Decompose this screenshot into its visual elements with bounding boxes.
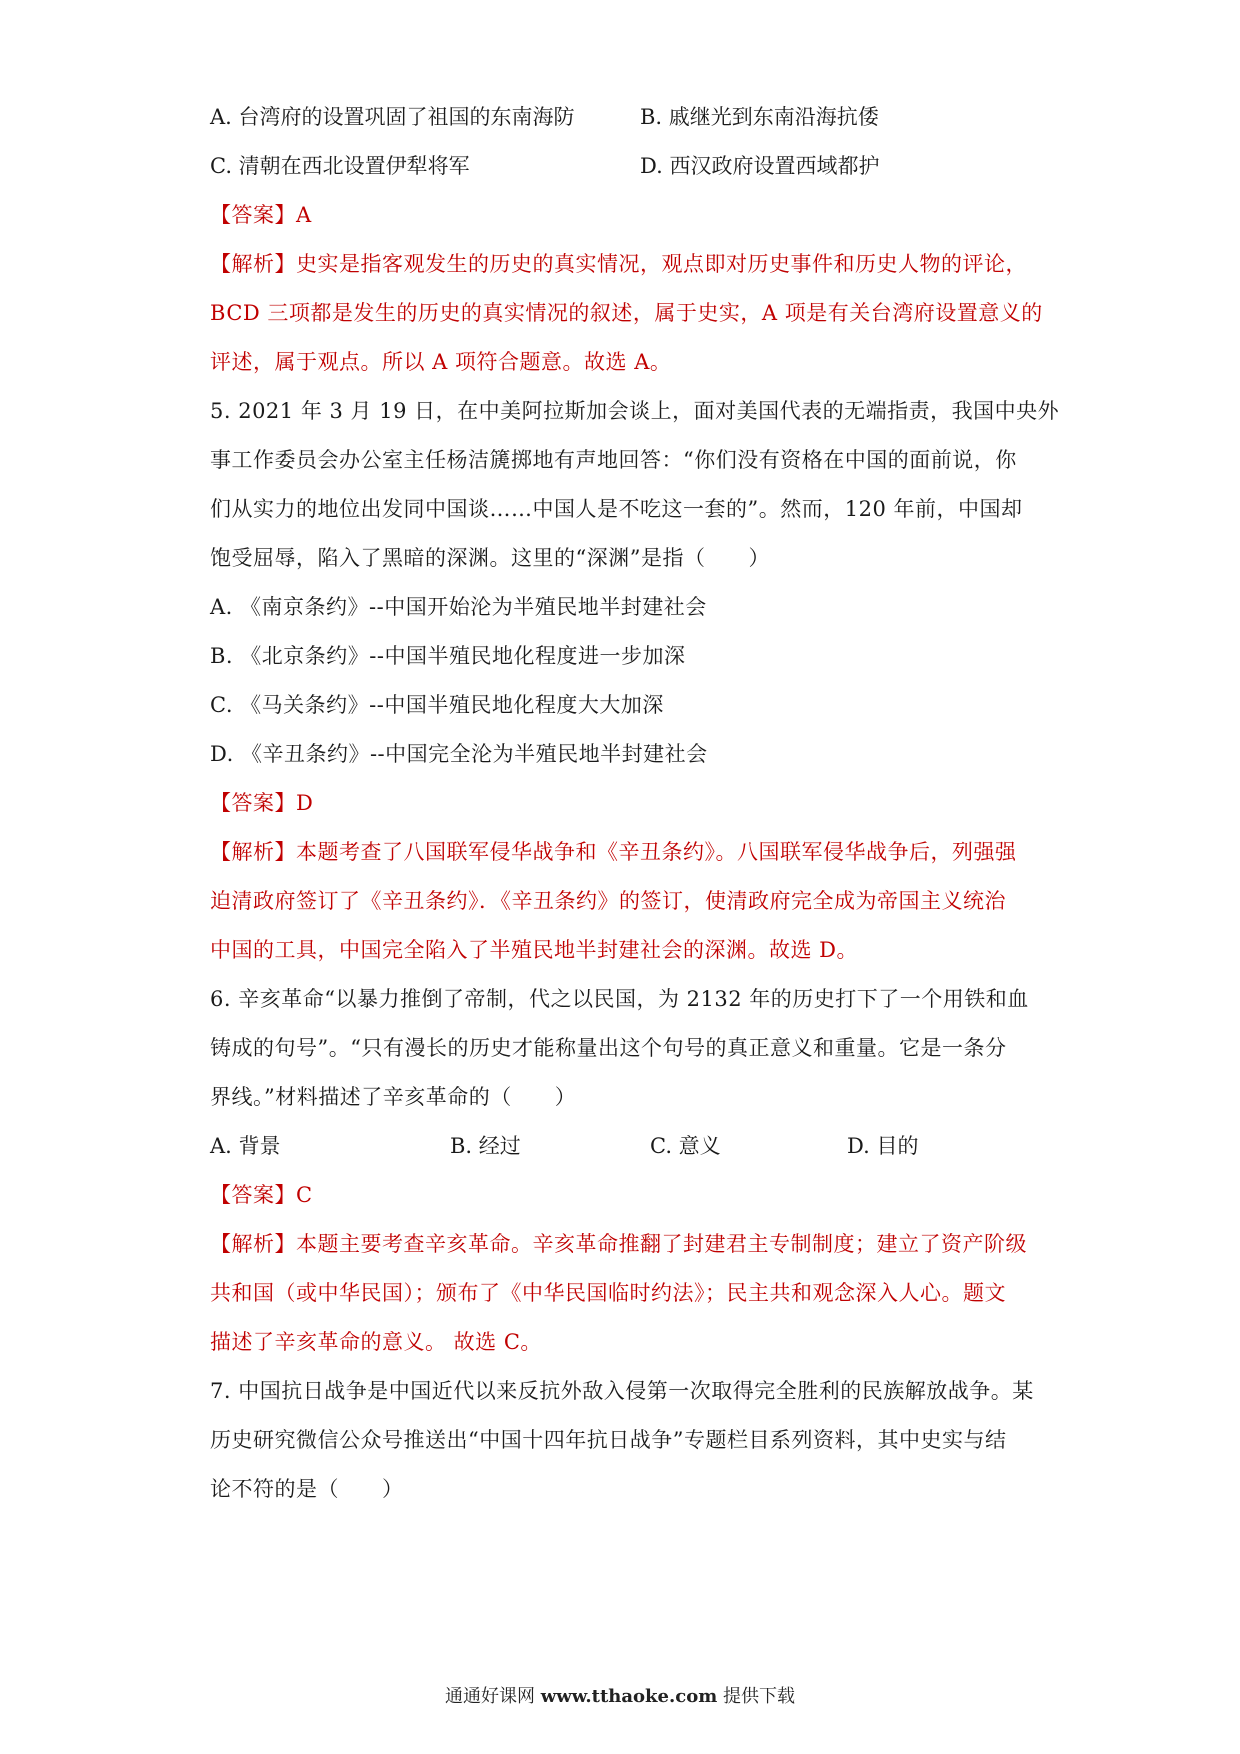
analysis-label: 【解析】 — [210, 1232, 296, 1256]
q6-stem-line-2: 铸成的句号”。“只有漫长的历史才能称量出这个句号的真正意义和重量。它是一条分 — [210, 1036, 1007, 1060]
answer-value: A — [296, 203, 312, 227]
footer-site-name: 通通好课网 — [445, 1686, 535, 1707]
q6-option-d: D. 目的 — [847, 1134, 919, 1158]
q6-answer — [210, 1180, 1040, 1210]
footer-suffix: 提供下载 — [723, 1686, 795, 1707]
analysis-label: 【解析】 — [210, 840, 296, 864]
q6-analysis-line-3: 描述了辛亥革命的意义。 故选 C。 — [210, 1330, 542, 1354]
q5-analysis-line-2: 迫清政府签订了《辛丑条约》．《辛丑条约》的签订，使清政府完全成为帝国主义统治 — [210, 889, 1006, 913]
q4-option-d: D. 西汉政府设置西域都护 — [640, 154, 880, 178]
q5-option-b: B. 《北京条约》--中国半殖民地化程度进一步加深 — [210, 644, 686, 668]
q5-option-a: A. 《南京条约》--中国开始沦为半殖民地半封建社会 — [210, 595, 707, 619]
answer-label: 【答案】 — [210, 791, 296, 815]
q7-stem-line-3: 论不符的是（ ） — [210, 1477, 404, 1501]
q4-option-a: A. 台湾府的设置巩固了祖国的东南海防 — [210, 105, 575, 129]
page-footer — [0, 1684, 1240, 1710]
analysis-text: 史实是指客观发生的历史的真实情况，观点即对历史事件和历史人物的评论， — [296, 252, 1027, 276]
q6-analysis-line-1 — [210, 1229, 1040, 1259]
footer-url-link[interactable]: www.tthaoke.com — [540, 1686, 718, 1707]
analysis-text: 本题考查了八国联军侵华战争和《辛丑条约》。八国联军侵华战争后，列强强 — [296, 840, 1017, 864]
analysis-text: 本题主要考查辛亥革命。辛亥革命推翻了封建君主专制制度；建立了资产阶级 — [296, 1232, 1027, 1256]
q5-analysis-line-1 — [210, 837, 1040, 867]
q4-analysis-line-1 — [210, 249, 1040, 279]
q6-stem-line-3: 界线。”材料描述了辛亥革命的（ ） — [210, 1085, 577, 1109]
answer-label: 【答案】 — [210, 203, 296, 227]
q5-option-d: D. 《辛丑条约》--中国完全沦为半殖民地半封建社会 — [210, 742, 708, 766]
q4-option-b: B. 戚继光到东南沿海抗倭 — [640, 105, 879, 129]
q5-option-c: C. 《马关条约》--中国半殖民地化程度大大加深 — [210, 693, 664, 717]
answer-label: 【答案】 — [210, 1183, 296, 1207]
q7-stem-line-1: 7. 中国抗日战争是中国近代以来反抗外敌入侵第一次取得完全胜利的民族解放战争。某 — [210, 1379, 1034, 1403]
q6-option-a: A. 背景 — [210, 1134, 281, 1158]
q5-stem-line-1: 5. 2021 年 3 月 19 日，在中美阿拉斯加会谈上，面对美国代表的无端指责，我国中央外 — [210, 399, 1060, 423]
analysis-label: 【解析】 — [210, 252, 296, 276]
answer-value: D — [296, 791, 314, 815]
q4-analysis-line-2: BCD 三项都是发生的历史的真实情况的叙述，属于史实，A 项是有关台湾府设置意义的 — [210, 301, 1043, 325]
q5-stem-line-3: 们从实力的地位出发同中国谈……中国人是不吃这一套的”。然而，120 年前，中国却 — [210, 497, 1023, 521]
q6-stem-line-1: 6. 辛亥革命“以暴力推倒了帝制，代之以民国，为 2132 年的历史打下了一个用铁和血 — [210, 987, 1029, 1011]
q5-stem-line-4: 饱受屈辱，陷入了黑暗的深渊。这里的“深渊”是指（ ） — [210, 546, 770, 570]
q6-option-c: C. 意义 — [650, 1134, 721, 1158]
q5-answer — [210, 788, 1040, 818]
q5-stem-line-2: 事工作委员会办公室主任杨洁篪掷地有声地回答：“你们没有资格在中国的面前说，你 — [210, 448, 1017, 472]
q5-analysis-line-3: 中国的工具，中国完全陷入了半殖民地半封建社会的深渊。故选 D。 — [210, 938, 859, 962]
q6-option-b: B. 经过 — [450, 1134, 521, 1158]
q4-answer — [210, 200, 1040, 230]
answer-value: C — [296, 1183, 313, 1207]
q7-stem-line-2: 历史研究微信公众号推送出“中国十四年抗日战争”专题栏目系列资料，其中史实与结 — [210, 1428, 1007, 1452]
q4-option-c: C. 清朝在西北设置伊犁将军 — [210, 154, 470, 178]
q4-analysis-line-3: 评述，属于观点。所以 A 项符合题意。故选 A。 — [210, 350, 672, 374]
q6-analysis-line-2: 共和国（或中华民国）；颁布了《中华民国临时约法》；民主共和观念深入人心。题文 — [210, 1281, 1006, 1305]
